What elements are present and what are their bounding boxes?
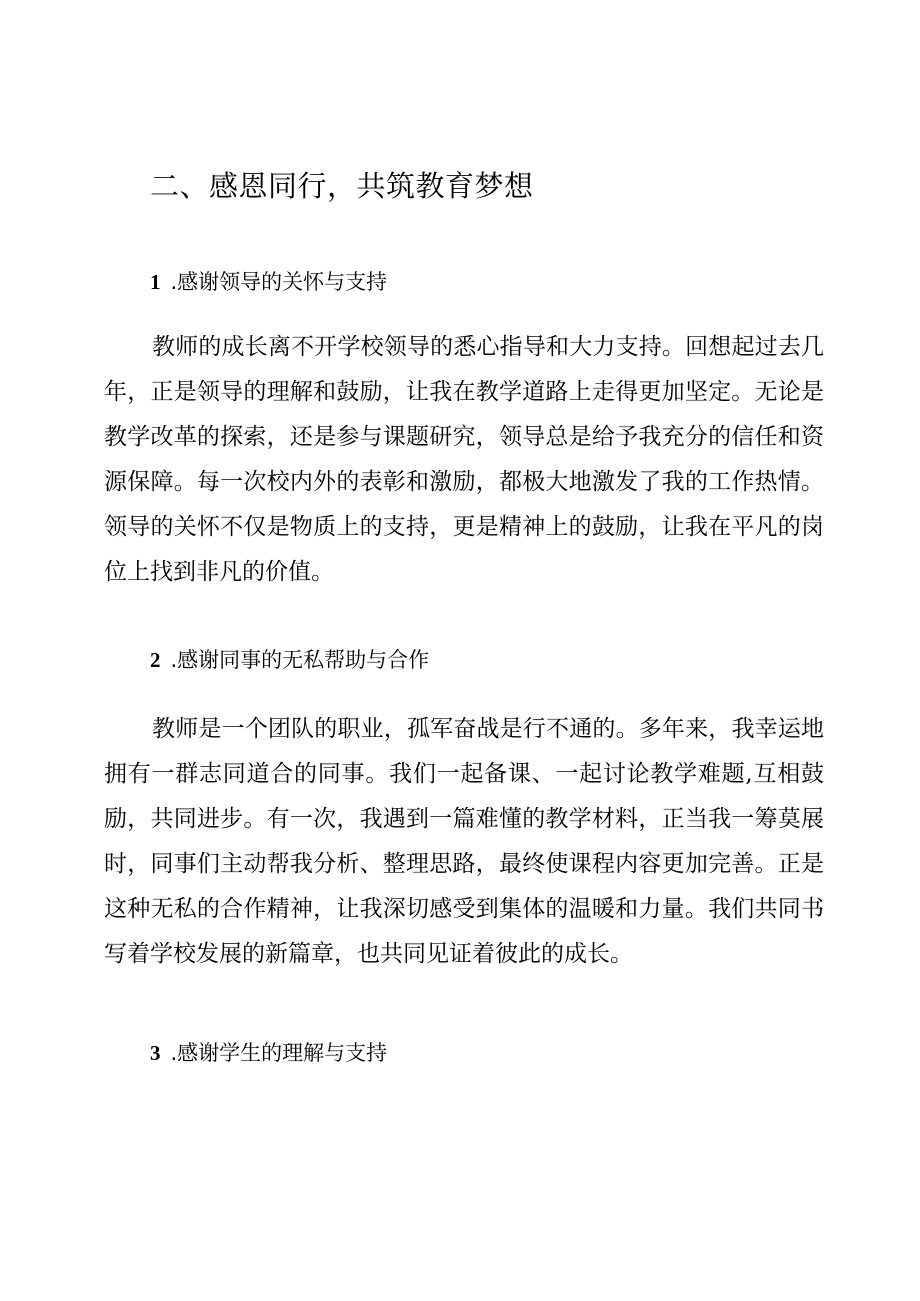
subsection-number: 3 [150, 1041, 161, 1065]
subsection-title: .感谢领导的关怀与支持 [170, 270, 388, 294]
subsection-heading-leaders [150, 265, 387, 299]
subsection-title: .感谢同事的无私帮助与合作 [170, 648, 430, 672]
subsection-number: 2 [150, 648, 161, 672]
subsection-heading-students [150, 1036, 387, 1070]
subsection-heading-colleagues [150, 643, 429, 677]
subsection-number: 1 [150, 270, 161, 294]
paragraph-colleagues: 教师是一个团队的职业，孤军奋战是行不通的。多年来，我幸运地拥有一群志同道合的同事。我们一起备课、一起讨论教学难题,互相鼓励，共同进步。有一次，我遇到一篇难懂的教学材料，正当我一筹莫展时，同事们主动帮我分析、整理思路，最终使课程内容更加完善。正是这种无私的合作精神，让我深切感受到集体的温暖和力量。我们共同书写着学校发展的新篇章，也共同见证着彼此的成长。 [104, 716, 824, 967]
section-title: 二、感恩同行，共筑教育梦想 [150, 169, 534, 203]
paragraph-leaders: 教师的成长离不开学校领导的悉心指导和大力支持。回想起过去几年，正是领导的理解和鼓励，让我在教学道路上走得更加坚定。无论是教学改革的探索，还是参与课题研究，领导总是给予我充分的信任和资源保障。每一次校内外的表彰和激励，都极大地激发了我的工作热情。领导的关怀不仅是物质上的支持，更是精神上的鼓励，让我在平凡的岗位上找到非凡的价值。 [104, 334, 824, 585]
subsection-title: .感谢学生的理解与支持 [170, 1041, 388, 1065]
